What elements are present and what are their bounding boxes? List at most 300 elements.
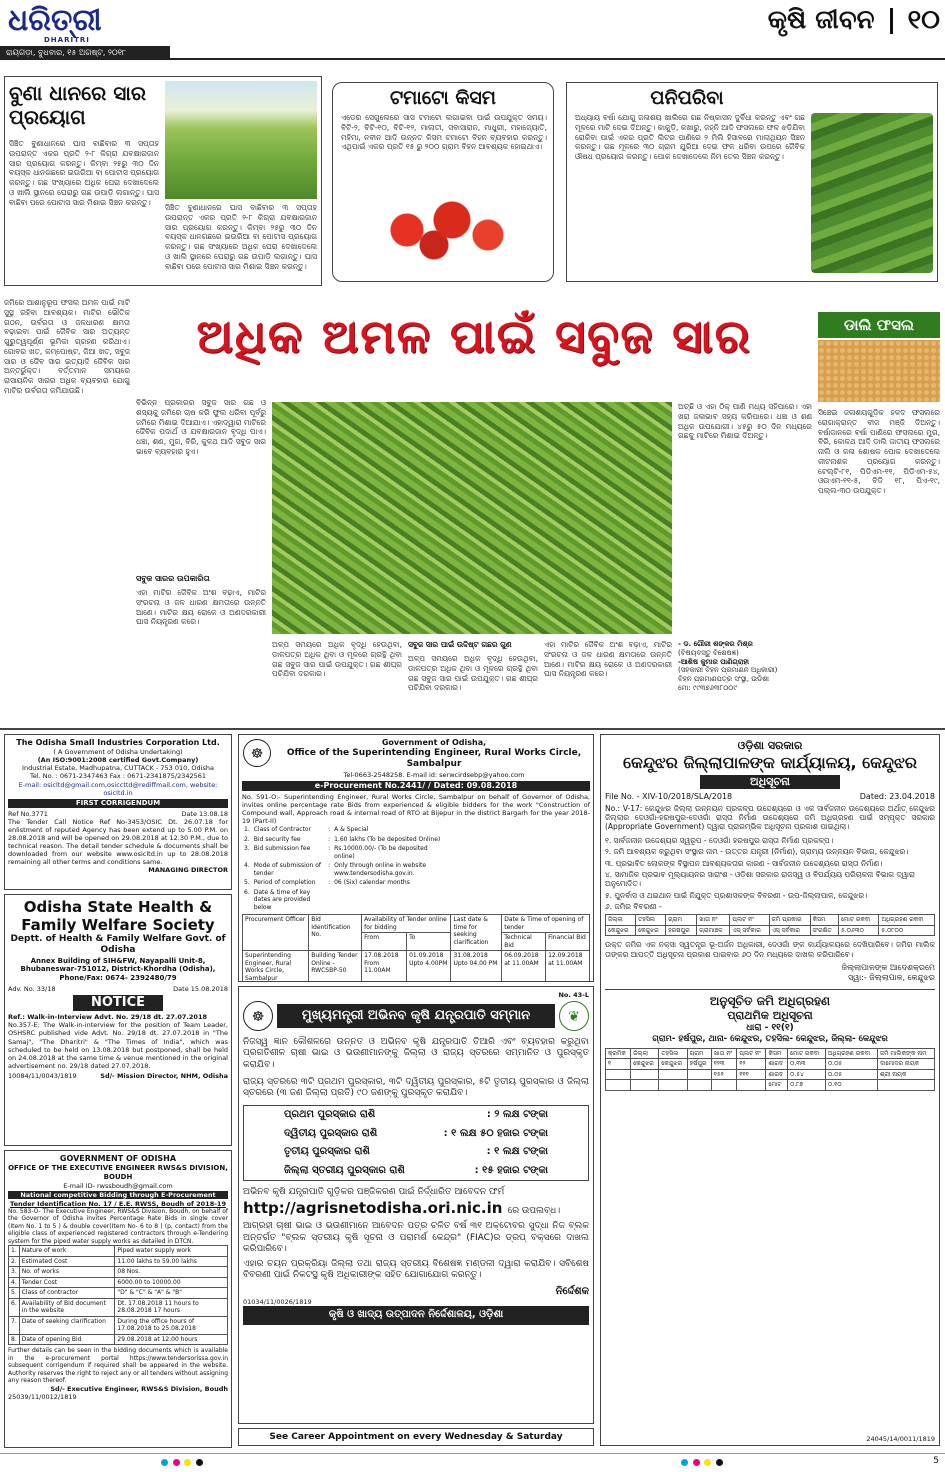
page-number: ୧୦ [907, 5, 940, 35]
folio-number: 5 [933, 1456, 939, 1466]
table-cell: : [328, 835, 331, 843]
ad-subtitle: ( A Government of Odisha Undertaking) [53, 748, 183, 756]
table-cell: ୧୫୨ [711, 1069, 737, 1080]
ad-subsection [605, 989, 935, 1091]
table-cell [737, 1080, 766, 1091]
table-cell: 1.60 lakhs (To be deposited Online) [334, 835, 441, 843]
table-cell: 1. [244, 826, 250, 834]
th-from: From [362, 933, 407, 951]
table-cell: Date of seeking clarification [19, 1316, 115, 1334]
table-cell: ୫.୦୬୩୦ [838, 925, 878, 936]
table-cell: Tender Cost [19, 1277, 115, 1288]
table-header-cell: ଜିଲ୍ଲା [606, 915, 636, 926]
table-header-cell: କିସମ [810, 915, 838, 926]
ad-body: No.: V-17: କେନ୍ଦୁଝର ଜିଲ୍ଲା ଉନ୍ନୟନ ପ୍ରକଳ୍ପ ଉଦ୍ଦେଶ୍ୟରେ ଓ ଏକ ସାର୍ବଜନୀନ ଉଦ୍ଦେଶ୍ୟରେ ଅର୍ଥାତ୍ କେନ୍ଦୁଝର ଜିଲ୍ଲାର ଦେଓଗାଁ-ହରଷପୁର-ଦେଓଗାଁ ରାସ୍ତା ନିର୍ମାଣ ଉଦ୍ଦେଶ୍ୟରେ ଜମି ଅଧିଗ୍ରହଣ ପାଇଁ ସମ୍ପୃକ୍ତ ସରକାର (Appropriate Government) ଦ୍ୱାରା ପ୍ରାରମ୍ଭିକ ଅଧିସୂଚନା ପ୍ରକାଶ ପାଇଥିଲା। [605, 803, 935, 832]
td-bid-id: Building Tender Online - RWCSBP-50 [309, 951, 362, 982]
ad-cm-award [238, 986, 594, 1424]
table-cell: 4. [244, 862, 250, 870]
table-header-cell: ଜମି ପ୍ରକାର [769, 915, 810, 926]
list-item: ୪. ସାମାଜିକ ପ୍ରଭାବ ମୂଲ୍ୟାୟନର ସାରାଂଶ - ଓଡ଼ିଶା ସରକାର ରାଜସ୍ୱ ଓ ବିପର୍ଯ୍ୟୟ ପରିଚାଳନା ବିଭାଗ ଦ୍ୱାରା ଅନୁମୋଦିତ। [605, 869, 915, 889]
prize-row [244, 1125, 588, 1144]
ad-title: Odisha State Health & Family Welfare Society [21, 898, 215, 934]
dateline: ରାୟଗଡ଼ା, ବୁଧବାର, ୧୫ ଅଗଷ୍ଟ, ୨୦୧୮ [0, 46, 170, 60]
table-header-cell: ଗ୍ରାମ [687, 1048, 711, 1059]
table-cell [606, 1080, 631, 1091]
table-cell: ଗ୍ରାମାଞ୍ଚଳ [697, 925, 730, 936]
list-item: ୨. ଜମି ଆବଶ୍ୟକ କରୁଥିବା ସଂସ୍ଥାର ନାମ - ଉତ୍ତର ଯନ୍ତ୍ରୀ (ନିର୍ମାଣ), ଗ୍ରାମ୍ୟ ଉନ୍ନୟନ ବିଭାଗ, କେନ୍ଦୁଝର। [605, 847, 909, 857]
ad-ref: Ref.: Walk-in-Interview Advt. No. 29/18 dt. 27.07.2018 [8, 1013, 207, 1022]
table-cell: Nature of work [19, 1246, 115, 1257]
table-cell: 6. [9, 1298, 20, 1316]
ad-date: Date 15.08.2018 [173, 984, 228, 993]
th-availability: Availability of Tender online for bidding [362, 915, 451, 933]
table-cell [659, 1069, 687, 1080]
career-banner: See Career Appointment on every Wednesday & Saturday [238, 1428, 594, 1446]
table-row [606, 925, 935, 936]
table-row [606, 1059, 935, 1070]
table-row [9, 1277, 228, 1288]
table-cell [711, 1080, 737, 1091]
newspaper-logo: ଧରିତ୍ରୀ [8, 3, 102, 38]
ad-body: No.357-E: The Walk-in-interview for the position of Team Leader, OSHSRC published vide Advt. No. 29/18 dt. 27.07.2018 in "The Samaj", "The Dharitri" & "The Times of India", which was scheduled to be held on 13.08.2018 but postponed, shall be held on 24.08.2018 at the same time & venue mentioned in the original advertisement no. 29/18 dated 27.07.2018. [8, 1021, 228, 1070]
byline-org: ବିହନ ପ୍ରମାଣପତ୍ର ସଂସ୍ଥା, ଉଡିଶା [678, 675, 770, 683]
table-cell [687, 1080, 711, 1091]
ad-file-row [605, 792, 935, 802]
ad-email: E-mail ID- rwssboudh@gmail.com [63, 1181, 173, 1190]
cmyk-marks [160, 1459, 204, 1469]
emblem-icon: ☸ [243, 739, 271, 767]
th-to: To [407, 933, 451, 951]
table-cell: Only through online in website www.tendersodisha.gov.in. [334, 862, 427, 877]
ad-para-2: ରାଜ୍ୟ ସ୍ତରରେ ୩ଟି ପ୍ରଥମ ପୁରସ୍କାର, ୩ଟି ଦ୍ୱିତୀୟ ପୁରସ୍କାର, ୫ଟି ତୃତୀୟ ପୁରସ୍କାର ଓ ଜିଲ୍ଲା ସ୍ତରରେ (୩ ଜଣ ଜିଲ୍ଲା ପ୍ରତି) ୯୦ ଜଣଙ୍କୁ ପୁରସ୍କୃତ କରାଯିବ। [243, 1076, 589, 1099]
table-cell [631, 1069, 659, 1080]
prize-row [244, 1143, 588, 1162]
ad-title: The Odisha Small Industries Corporation Ltd. [16, 738, 220, 747]
table-cell: କେନ୍ଦୁଝର [606, 925, 636, 936]
table-cell: ୧୧୧ [737, 1069, 766, 1080]
table-cell: : [328, 862, 331, 870]
table-header-cell: ପ୍ଲଟ ନଂ [730, 915, 769, 926]
table-cell: କେନ୍ଦୁଝର [631, 1059, 659, 1070]
article-rice [4, 76, 322, 286]
lentil-photo [818, 340, 940, 402]
table-cell: ଏସ୍ ସର୍ବକାର [730, 925, 769, 936]
section-title [730, 4, 940, 44]
table-row [9, 1298, 228, 1316]
ad-body-2: ଉକ୍ତ ଜମିର ଏକ ନକ୍ସା ସ୍ୱତନ୍ତ୍ର ଭୂ-ଅର୍ଜନ ଅଧିକାରୀ, ଦେଓଗାଁ ଙ୍କ କାର୍ଯ୍ୟାଳୟରେ ଦେଖିପାରିବେ। ଜମିର ମାଲିକ ତାଙ୍କର ଆପତ୍ତି ଅଧିସୂଚନା ପ୍ରକାଶ ପାଇବାର ୬୦ ଦିନ ମଧ୍ୟରେ ଦାଖଲ କରିପାରିବେ। [605, 940, 935, 959]
table-cell: ହର୍ଷପୁର [687, 1059, 711, 1070]
ad-health-society [4, 894, 232, 1146]
section-divider [0, 728, 945, 730]
prize-row [244, 1106, 588, 1125]
byline-role-2: (ସହକାରୀ ବିହନ ପ୍ରମାଣନ ଅଧିକାରୀ) [678, 666, 778, 675]
table-cell: କେନ୍ଦୁଝର [636, 925, 666, 936]
ad-code: 25039/11/0012/1819 [8, 1393, 77, 1401]
ad-signature: Sd/- Executive Engineer, RWS&S Division, Boudh [50, 1384, 228, 1393]
table-cell: ଦାମୋଦର ନାୟକ [877, 1059, 934, 1070]
list-item: ୫. ପୁନର୍ବାସ ଓ ଥଇଥାନ ପାଇଁ ନିଯୁକ୍ତ ପ୍ରଶାସକଙ୍କ ବିବରଣୀ - ଉପ-ଜିଲ୍ଲାପାଳ, କେନ୍ଦୁଝର। [605, 890, 868, 900]
table-row [242, 888, 451, 913]
article-col3: ଅଳ୍ପ ସମୟରେ ଅଧିକ ବୃଦ୍ଧି ହେଉଥିବା, ଡାଳପତ୍ର ଅଧିକ ଥିବା ଓ ମୂଳରେ ଗ୍ରନ୍ଥି ଥିବା ଗଛ ସବୁଜ ସାର ପାଇଁ ଉପଯୁକ୍ତ। ଗଛ ଶୀଘ୍ର ପଚିଯିବା ଦରକାର। [272, 640, 402, 679]
table-cell: Estimated Cost [19, 1256, 115, 1267]
ad-notice-badge: NOTICE [73, 995, 163, 1011]
ad-code: 24045/14/0011/1819 [866, 1434, 935, 1443]
agrisnet-link[interactable]: http://agrisnetodisha.ori.nic.in [243, 1198, 503, 1217]
table-cell: ୦.୦୫ [825, 1069, 877, 1080]
table-cell: 8. [9, 1334, 20, 1345]
table-row [242, 878, 451, 888]
table-cell: 1. [9, 1246, 20, 1257]
article-intro: ଜମିରେ ଆଶାନୁରୂପ ଫସଲ ଅମଳ ପାଇଁ ମାଟି ସୁସ୍ଥ ରହିବା ଆବଶ୍ୟକ। ମାଟିର ଭୌତିକ ଗଠନ, ଉର୍ବରତା ଓ ଜଳଧାରଣ କ୍ଷମତା ବଢ଼ାଇବା ପାଇଁ ଜୈବିକ ସାର ଅତ୍ୟନ୍ତ ଗୁରୁତ୍ୱପୂର୍ଣ୍ଣ ଭୂମିକା ଗ୍ରହଣ କରିଥାଏ। ଗୋବର ଖତ, କମ୍ପୋଷ୍ଟ, ଜିଆ ଖତ, ସବୁଜ ସାର ଓ ଜୈବ ସାର ଇତ୍ୟାଦି ଜୈବିକ ସାର ଅନ୍ତର୍ଭୁକ୍ତ। ବର୍ତ୍ତମାନ ସମୟରେ ରାସାୟନିକ ସାରର ଅଧିକ ବ୍ୟବହାର ଯୋଗୁ ମାଟିର ଉର୍ବରତା କମିଯାଉଛି। [4, 298, 130, 395]
table-row [606, 1080, 935, 1091]
table-header-cell: ଖାତା ନଂ [711, 1048, 737, 1059]
table-cell: Date of opening Bid [19, 1334, 115, 1345]
article-body: ଅଧ୍ୟାୟ ବର୍ଷା ଯୋଗୁ ଜଳାଶୟ ଖାଲିରେ ଗଛ ନିଷ୍କାସନ ଦୁର୍ବିଧା କରନ୍ତୁ ଏବଂ ଗଛ ମୂଳରେ ମାଟି ଦେଇ ଦିଅନ୍ତୁ। କାକୁଡ଼ି, କଖାରୁ, ଜହ୍ନି ଆଦି ଫସଲରେ ଫଳ ଝଡ଼ିଯିବା ରୋକିବା ପାଇଁ ଏକର ପ୍ରତି ଲିଟର ପାଣିରେ ୨ ମିଲି ହିସାବରେ ମାଲାଥିୟନ ସିଞ୍ଚନ କରନ୍ତୁ। ଗଛ ମୂଳରେ ୩୦ ଗ୍ରାମ ଯୁରିଆ ଦେଇ ଫଳ ଧରିବା ଉପରେ ଜୈବିକ ଔଷଧ ପ୍ରୟୋଗ କରନ୍ତୁ। ପୋକ ଦେଖାଦେଲେ ନିମ ତେଲ ସିଞ୍ଚନ କରନ୍ତୁ। [575, 113, 805, 161]
ad-code: 01034/11/0026/1819 [243, 1298, 312, 1307]
ad-number: No. 43-L [558, 991, 589, 999]
tomato-photo [353, 175, 533, 275]
prize-label: ଜିଲ୍ଲା ସ୍ତରୀୟ ପୁରସ୍କାର ରାଶି [284, 1164, 405, 1176]
table-header-cell: ଅଧିଗ୍ରହଣ ରକବା [825, 1048, 877, 1059]
table-cell: Bid submission fee [253, 845, 311, 853]
article-col4: ଅଚ୍ଛି ଓ ଏହା ଠିକ୍ ପାଣି ମଧ୍ୟ ସହିପାରେ। ଏହା ଖରା ଜଳାଭାବ ସହ୍ୟ କରିପାରେ। ଧଞ୍ଚା ଓ ଶଣ ଅଧିକ ଉପଯୋଗୀ। ୪୫ରୁ ୫୦ ଦିନ ମଧ୍ୟରେ ଗଛକୁ ମାଟିରେ ମିଶାଇ ଦିଅନ୍ତୁ। [678, 402, 812, 441]
table-cell: Dt. 17.08.2018 11 hours to 28.08.2018 17 hours [115, 1298, 228, 1316]
table-cell: 3. [244, 845, 250, 853]
table-row [9, 1316, 228, 1334]
ad-para-1: ନିଜସ୍ୱ ଜ୍ଞାନ କୌଶଳରେ ଉନ୍ନତ ଓ ଅଭିନବ କୃଷି ଯନ୍ତ୍ରପାତି ତିଆରି ଏବଂ ବ୍ୟବହାର କରୁଥିବା ପ୍ରଗତିଶୀଳ ଚାଷୀ ଭାଇ ଓ ଭଉଣୀମାନଙ୍କୁ ଜିଲ୍ଲା ଓ ରାଜ୍ୟ ସ୍ତରରେ ସମ୍ମାନିତ ଓ ପୁରସ୍କୃତ କରାଯିବ। [243, 1037, 589, 1070]
magenta-mark [173, 1459, 180, 1466]
table-row [242, 861, 451, 878]
article-body: ଏଡେ଼ର ସେଗୁଲେରେ ସାସ ଟମାଟୋ ଲଗାଇବା ପାଇଁ ଉପଯୁକ୍ତ ସମୟ। ବିଟି-୨, ବିଟି-୧୦, ବିଟି-୧୨, ମାଲାତୀ, ସବାସାରାନ, ମାଧୁରୀ, ମହାଜ୍ୟୋତି, ମହିମା, ନବୀନ ଆଦି ଉନ୍ନତ କିସମ ଟମାଟୋ ବିହନ ବ୍ୟବହାର କରନ୍ତୁ। ଏଥିପାଇଁ ଏକର ପ୍ରତି ୧୫ ରୁ ୨୦୦ ଗ୍ରାମ ବିହନ ଆବଶ୍ୟକ ହୋଇଥାଏ। [341, 113, 547, 152]
ad-banner: e-Procurement No.2441/ / Dated: 09.08.2018 [242, 781, 590, 791]
ad-signature-2: ସ୍ୱା:- ଜିଲ୍ଲାପାଳ, କେନ୍ଦୁଝର [848, 973, 935, 983]
table-cell: 2. [244, 835, 250, 843]
ad-tender-id: Tender Identification No. 17 / E.E. RWSS, Boudh of 2018-19 [10, 1199, 226, 1208]
table-cell: Class of Contractor [253, 826, 312, 834]
table-cell: 5. [244, 879, 250, 887]
ad-keonjhar-collectorate [600, 734, 940, 1446]
article-pulses [818, 312, 940, 722]
table-cell: 29.08.2018 at 12.00 hours [115, 1334, 228, 1345]
magenta-mark [693, 1459, 700, 1466]
ad-village-line: ଗ୍ରାମ- ହର୍ଷପୁର, ଥାନା- କେନ୍ଦୁଝର, ତହସିଲ- କେନ୍ଦୁଝର, ଜିଲ୍ଲା- କେନ୍ଦୁଝର [652, 1034, 888, 1045]
table-cell [877, 1080, 934, 1091]
table-cell [631, 1080, 659, 1091]
table-header-cell: କିସମ [766, 1048, 787, 1059]
table-cell: : [328, 879, 331, 887]
article-green-manure [4, 298, 812, 722]
td-from: 17.08.2018 From 11.00AM [362, 951, 407, 982]
table-cell: 5. [9, 1288, 20, 1299]
table-cell: 7. [9, 1316, 20, 1334]
ad-body: No. 591-O:- Superintending Engineer, Rural Works Circle, Sambalpur on behalf of Governor of Odisha, invites online percentage rate Bids from experienced & eligible bidders for the work "Construction of Compound wall, Approach road & internal road of RTO at Bijepur in the district Bargarh for the year 2018-19 (Part-II) [242, 792, 590, 825]
ad-title: ମୁଖ୍ୟମନ୍ତ୍ରୀ ଅଭିନବ କୃଷି ଯନ୍ତ୍ରପାତି ସମ୍ମାନ [277, 1004, 555, 1028]
ad-items-list [605, 836, 935, 912]
acquisition-table [605, 1048, 935, 1091]
table-cell: ୧୨ [737, 1059, 766, 1070]
table-cell: 2. [9, 1256, 20, 1267]
table-cell: : [328, 826, 331, 834]
rice-field-photo [165, 81, 317, 199]
table-cell: "D" & "C" & "A" & "B" [115, 1288, 228, 1299]
ad-adv-no: Adv. No. 33/18 [8, 984, 56, 993]
ad-date: Dated: 23.04.2018 [859, 791, 935, 801]
ad-sub-title-2: ପ୍ରାଥମିକ ଅଧିସୂଚନା [727, 1009, 813, 1023]
prize-row [244, 1162, 588, 1181]
table-row [9, 1334, 228, 1345]
ad-dept-banner: କୃଷି ଓ ଖାଦ୍ୟ ଉତ୍ପାଦନ ନିର୍ଦ୍ଦେଶାଳୟ, ଓଡ଼ିଶା [243, 1306, 589, 1325]
prize-value: : ୧ ଲକ୍ଷ ୫୦ ହଜାର ଟଙ୍କା [443, 1127, 548, 1139]
ad-address: Industrial Estate, Madhupatna, CUTTACK - 753 010, Odisha [22, 764, 214, 773]
table-cell: ୦.୫୪ [787, 1069, 825, 1080]
byline-role-1: (ବିଷୟବସ୍ତୁ ବିଶେଷଜ୍ଞ) [678, 648, 739, 657]
table-row [9, 1246, 228, 1257]
ad-rural-works [238, 734, 594, 982]
prize-label: ପ୍ରଥମ ପୁରସ୍କାର ରାଶି [284, 1109, 376, 1121]
ad-osic [4, 734, 232, 890]
article-body: ସିଞ୍ଚିତ ବୁଣାଧାନରେ ଘାସ ବାଛିବାର ୩ ସପ୍ତାହ ଉପରାନ୍ତ ଏକର ପ୍ରତି ୨-୮ କିଗ୍ରା ଯବକ୍ଷାରଜାନ ସାର ପ୍ରୟୋଗ କରନ୍ତୁ। କିମ୍ବା ୨୫ରୁ ୩୦ ଦିନ ବୟସ୍କ ଧାନଗଛରେ ଇଉରିଆ ବା ପୋଟାସ ପ୍ରୟୋଗ କରନ୍ତୁ। ଗଛ ସଂଖ୍ୟାରେ ଅଧିକ ଘେରା ଦେଖାଦେଲେ ଓ ଖାଲି ସ୍ଥାନରେ ଘେରାରୁ ଗଛ ଉପାଡ଼ି ଲଗାନ୍ତୁ। ଘାସ ବାଛିବା ପରେ ପୋଟାସ ସାର ମିଶାଇ ସିଞ୍ଚନ କରନ୍ତୁ। [9, 139, 159, 207]
table-cell: : [328, 845, 331, 853]
ad-para-5: ଏହାର ଚୟନ ପ୍ରକ୍ରିୟା ଜିଲ୍ଲା ତଥା ରାଜ୍ୟ ସ୍ତରୀୟ ବିଶେଷଜ୍ଞ ମଣ୍ଡଳୀ ଦ୍ୱାରା କରାଯିବ। ସବିଶେଷ ବିବରଣୀ ପାଇଁ ନିକଟସ୍ଥ କୃଷି ଅଧିକାରୀଙ୍କ ସହିତ ଯୋଗାଯୋଗ କରନ୍ତୁ। [243, 1259, 589, 1281]
table-row [242, 835, 451, 845]
article-tomato [332, 82, 554, 282]
ad-ref-row [8, 810, 228, 818]
prize-value: : ୧ ଲକ୍ଷ ଟଙ୍କା [486, 1146, 548, 1158]
ad-signature: ଜିଲ୍ଲାପାଳଙ୍କ ଆଦେଶକ୍ରମେ [841, 963, 935, 973]
prize-label: ତୃତୀୟ ପୁରସ୍କାର ରାଶି [284, 1146, 370, 1158]
article-bylines [678, 640, 812, 720]
table-row [9, 1256, 228, 1267]
table-cell: Piped water supply work [115, 1246, 228, 1257]
td-technical: 06.09.2018 at 11.00AM [502, 951, 546, 982]
ad-rwss-boudh [4, 1150, 232, 1448]
th-financial: Financial Bid [546, 933, 590, 951]
ad-sub-title: ଅନୁସୂଚିତ ଜମି ଅଧିଗ୍ରହଣ [709, 994, 831, 1009]
table-cell: ୦.୧୦ [825, 1080, 877, 1091]
ad-body: The Tender Call Notice Ref No-3453/OSIC Dt. 26.07.18 for enlistment of reputed Agency has been extend up to 5.00 P.M. on 28.08.2018 and will be opened on 29.08.2018 at 12.30 P.M., due to technical reason. The detail tender schedule & documents shall be downloaded from our website www.osicltd.in up to 28.08.2018 remaining all other terms and conditions same. [8, 817, 228, 867]
list-item: ୧. ସାର୍ବଜନୀନ ଉଦ୍ଦେଶ୍ୟର ସ୍ୱରୂପ - ଦେଓଗାଁ ହରଷପୁର ରାସ୍ତା ନିର୍ମାଣ ପ୍ରକଳ୍ପ। [605, 835, 834, 845]
table-cell: 6000.00 to 10000.00 [115, 1277, 228, 1288]
td-financial: 12.09.2018 at 11.00AM [546, 951, 590, 982]
ad-para-4: ଆଗ୍ରହୀ ଚାଷୀ ଭାଇ ଓ ଭଉଣୀମାନେ ଆବେଦନ ପତ୍ର ଚଳିତ ବର୍ଷ ୩୧ ଅକ୍ଟୋବର ସୁଦ୍ଧା ନିଜ ବ୍ଲକ ଅନ୍ତର୍ଗତ "ବ୍ଲକ ସ୍ତରୀୟ କୃଷି ସୂଚନା ଓ ପରାମର୍ଶ କେନ୍ଦ୍ର" (FIAC)ର ଡ୍ରପ୍ ବକ୍ସରେ ଦାଖଲ କରିପାରିବେ। [243, 1221, 589, 1254]
list-item: ୬. ଜମିର ବିବରଣୀ - [605, 902, 662, 912]
table-cell: No. of works [19, 1267, 115, 1278]
green-manure-crop-photo [272, 402, 672, 634]
ad-signatory: ନିର୍ଦ୍ଦେଶକ [555, 1285, 589, 1297]
table-cell: ୧ [606, 1059, 631, 1070]
article-vegetables [566, 82, 938, 282]
table-header-cell: ତହସିଲ [636, 915, 666, 926]
table-row [606, 1069, 935, 1080]
ad-file-no: File No. - XIV-10/2018/SLA/2018 [605, 791, 733, 801]
table-cell: Mode of submission of tender [253, 862, 322, 877]
ad-banner: National competitive Bidding through E-Procurement [8, 1191, 228, 1199]
article-col3b: ଅଳ୍ପ ସମୟରେ ଅଧିକ ବୃଦ୍ଧି ହେଉଥିବା, ଡାଳପତ୍ର ଅଧିକ ଥିବା ଓ ମୂଳରେ ଗ୍ରନ୍ଥି ଥିବା ଗଛ ସବୁଜ ସାର ପାଇଁ ଉପଯୁକ୍ତ। ଗଛ ଶୀଘ୍ର ପଚିଯିବା ଦରକାର। [408, 654, 538, 693]
article-col3c: ଏହା ମାଟିର ଜୈବିକ ଅଂଶ ବଢ଼ାଏ, ମାଟିର ସଂରଚନା ଓ ଜଳ ଧାରଣ କ୍ଷମତାରେ ଉନ୍ନତି ଆଣେ। ମାଟିର କ୍ଷୟ ରୋକେ ଓ ଅଣଦରକାରୀ ଘାସ ନିୟନ୍ତ୍ରଣ କରେ। [544, 640, 672, 679]
ad-ref-row [8, 985, 228, 993]
table-cell: ହରଷପୁର [666, 925, 697, 936]
cyan-mark [681, 1459, 688, 1466]
table-cell [332, 888, 451, 913]
table-header-cell: ଅଧିଗ୍ରହଣ ରକବା [879, 915, 935, 926]
table-cell: ଏସ୍ ସର୍ବକାର [769, 925, 810, 936]
table-header-cell: ଜିଲ୍ଲା [631, 1048, 659, 1059]
ad-key-dates-table [242, 914, 590, 982]
divider [890, 8, 893, 34]
land-details-table [605, 914, 935, 936]
emblem-icon: ☸ [243, 1001, 273, 1031]
byline-author-2: -ଆଶିଷ କୁମାର ପାଣିଗ୍ରାହୀ [678, 657, 749, 666]
table-header-cell: ଜମି ମାଲିକଙ୍କ ନାମ [877, 1048, 934, 1059]
th-bid-id: Bid Identification No. [309, 915, 362, 951]
list-item: ୩. ପ୍ରଭାବିତ ଲୋକଙ୍କ ବିସ୍ଥାପନ ଆବଶ୍ୟକତାର କାରଣ - ସାର୍ବଜନୀନ ଉଦ୍ଦେଶ୍ୟରେ ରାସ୍ତା ନିର୍ମାଣ। [605, 858, 883, 868]
ad-tel: Tel-0663-2548258. E-mail id: serwcirdsebp@yahoo.com [343, 770, 525, 779]
ad-office: OFFICE OF THE EXECUTIVE ENGINEER RWS&S DIVISION, BOUDH [8, 1164, 228, 1181]
table-cell: 3. [9, 1267, 20, 1278]
article-headline: ବୁଣା ଧାନରେ ସାର ପ୍ରୟୋଗ [9, 81, 147, 129]
article-subhead-2: ସବୁଜ ସାର ପାଇଁ ଉଦ୍ଦିଷ୍ଟ ଗଛର ଗୁଣ [408, 640, 512, 649]
table-cell: Class of contractor [19, 1288, 115, 1299]
table-cell: ୦.୮୭ [787, 1080, 825, 1091]
table-row [9, 1288, 228, 1299]
ad-footer-row [8, 1072, 228, 1080]
table-cell: Availability of Bid document in the website [19, 1298, 115, 1316]
article-col2b: ଏହା ମାଟିର ଜୈବିକ ଅଂଶ ବଢ଼ାଏ, ମାଟିର ସଂରଚନା ଓ ଜଳ ଧାରଣ କ୍ଷମତାରେ ଉନ୍ନତି ଆଣେ। ମାଟିର କ୍ଷୟ ରୋକେ ଓ ଅଣଦରକାରୀ ଘାସ ନିୟନ୍ତ୍ରଣ କରେ। [136, 588, 266, 627]
ad-section: ଧାରା - ୧୧(୧) [746, 1022, 794, 1033]
article-subhead: ସବୁଜ ସାରର ଉପକାରିତା [136, 574, 210, 583]
byline-author-1: - ଡ. ଗୌରୀ ଶଙ୍କର ମିଶ୍ର [678, 640, 753, 648]
ad-signature: Sd/- Mission Director, NHM, Odisha [100, 1072, 228, 1080]
table-cell [687, 1069, 711, 1080]
table-cell: Rs.10000.00/- (To be deposited online) [334, 845, 428, 860]
ad-office: Office of the Superintending Engineer, Rural Works Circle, Sambalpur [286, 748, 582, 770]
main-headline: ଅଧିକ ଅମଳ ପାଇଁ ସବୁଜ ସାର [196, 309, 752, 363]
table-cell: Date & time of key dates are provided below [253, 888, 311, 911]
table-cell: Period of completion [253, 879, 316, 887]
section-name: କୃଷି ଜୀବନ [767, 5, 875, 35]
prize-label: ଦ୍ୱିତୀୟ ପୁରସ୍କାର ରାଶି [284, 1127, 378, 1139]
ad-subtitle: (An ISO:9001:2008 certified Govt.Company) [37, 756, 199, 765]
table-row [9, 1267, 228, 1278]
black-mark [196, 1459, 203, 1466]
ad-banner: FIRST CORRIGENDUM [8, 799, 228, 808]
table-cell [659, 1080, 687, 1091]
ad-tel: Tel. No. : 0671-2347463 Fax : 0671-2341875/2342561 [29, 772, 207, 781]
article-body-cont: ସିଞ୍ଚିତ ବୁଣାଧାନରେ ଘାସ ବାଛିବାର ୩ ସପ୍ତାହ ଉପରାନ୍ତ ଏକର ପ୍ରତି ୨-୮ କିଗ୍ରା ଯବକ୍ଷାରଜାନ ସାର ପ୍ରୟୋଗ କରନ୍ତୁ। କିମ୍ବା ୨୫ରୁ ୩୦ ଦିନ ବୟସ୍କ ଧାନଗଛରେ ଇଉରିଆ ବା ପୋଟାସ ପ୍ରୟୋଗ କରନ୍ତୁ। ଗଛ ସଂଖ୍ୟାରେ ଅଧିକ ଘେରା ଦେଖାଦେଲେ ଓ ଖାଲି ସ୍ଥାନରେ ଘେରାରୁ ଗଛ ଉପାଡ଼ି ଲଗାନ୍ତୁ। ଘାସ ବାଛିବା ପରେ ପୋଟାସ ସାର ମିଶାଇ ସିଞ୍ଚନ କରନ୍ତୁ। [165, 203, 317, 271]
table-header-cell: ପ୍ଲଟ ନଂ [737, 1048, 766, 1059]
table-cell: କେନ୍ଦୁଝର [659, 1059, 687, 1070]
ad-email: E-mail: osicltd@gmail.com,osiccttd@rediffmail.com, website: osicltd.in [18, 780, 218, 797]
article-headline: ଡାଲି ଫସଲ [818, 312, 940, 338]
table-cell: ୦.୦୫ [825, 1059, 877, 1070]
table-header-row [606, 1048, 935, 1059]
table-cell: 6. [244, 888, 250, 896]
masthead [0, 0, 945, 60]
table-cell: 08 Nos. [115, 1267, 228, 1278]
table-header-cell: ମୋଟ ରକବା [787, 1048, 825, 1059]
ad-date: Date 13.08.18 [181, 809, 228, 818]
table-header-cell: ଖାତା ନଂ [697, 915, 730, 926]
logo-subtitle: DHARITRI [44, 36, 90, 44]
yellow-mark [704, 1459, 711, 1466]
th-opening: Date & Time of opening of tender [502, 915, 590, 933]
table-cell: ମୋଟ [766, 1080, 787, 1091]
ad-code: 10084/11/0043/1819 [8, 1072, 77, 1080]
ad-dept: Deptt. of Health & Family Welfare Govt. of Odisha [10, 934, 226, 956]
ad-body: No. 583-O- The Executive Engineer, RWS&S Division, Boudh, on behalf of the Governor of Odisha invites Percentage Rate Bids in single cover (Item No. 1 to 5 ) & double cover(Item No- 6 to 8 ) (p, contact) from the eligible class of experienced registered contractors through e-Tendering system for the piped water supply works as detailed in DTCN. [8, 1207, 228, 1245]
cmyk-marks [680, 1459, 724, 1469]
table-cell: 06 (Six) calendar months [334, 879, 410, 887]
table-header-cell: ତହସିଲ [659, 1048, 687, 1059]
table-cell: ସଂରକ୍ଷିତ [810, 925, 838, 936]
th-officer: Procurement Officer [243, 915, 309, 951]
cucumber-photo [811, 113, 933, 273]
prize-value: : ୧୫ ହଜାର ଟଙ୍କା [474, 1164, 548, 1176]
article-body: ସିଞ୍ଚେଇ ଜଳାଶୟଗୁଡ଼ିକ ହଳଦ ଫସଲରେ ରୋଗାକ୍ରାନ୍ତ ବୀଜ ମଞ୍ଜି ଦିଅନ୍ତୁ। ବର୍ଷାଜାନରେ ବର୍ଷା ପାଣିରେ ଫସଲରେ ମୁଗ, ବିରି, କୋଳଥ ଆଦି ଡାଲି ଜାତୀୟ ଫସଲରେ ନାଲି ଓ କଳା ଶୋଷକ ପୋକ ଦେଖାଦେଲେ କୀଟନାଶକ ପ୍ରୟୋଗ କରନ୍ତୁ। ଟେଲ୍ଟି-୮୧, ପିଡିଏମ-୧୧, ପିଡିଏମ-୫୪, ଓଉଏମ-୧୧-୫, ବିଡି ୧୮, ପିଏ-୧୯, ପଲ୍ଲ-୩୦ ଉପଯୁକ୍ତ। [818, 408, 940, 495]
ad-address: Annex Building of SIH&FW, Nayapalli Unit-8, Bhubaneswar-751012, District-Khordha (Odisha), Phone/Fax: 0674- 2392480/79 [20, 956, 216, 982]
ad-signature: MANAGING DIRECTOR [148, 866, 228, 875]
table-cell: 11.00 lakhs to 59.00 lakhs [115, 1256, 228, 1267]
yellow-mark [184, 1459, 191, 1466]
table-cell: ୫.୦୮୦୦ [879, 925, 935, 936]
byline-phone: ମୋ: ୯୯୩୭୬୩୮୦୦୯ [678, 683, 737, 692]
table-cell: ୧୨୩ [711, 1059, 737, 1070]
prize-value: : ୨ ଲକ୍ଷ ଟଙ୍କା [486, 1109, 548, 1121]
ad-link-suffix: ରେ ଉପଲବ୍ଧ। [507, 1205, 561, 1216]
table-header-cell: କ୍ରମିକ [606, 1048, 631, 1059]
td-clarification: 31.08.2018 Upto 04.00 PM [451, 951, 502, 982]
cyan-mark [161, 1459, 168, 1466]
article-col2: ବିଭିନ୍ନ ପ୍ରକାରର ସବୁଜ ସାର ଗଛ ଓ ଶସ୍ୟକୁ ଜମିରେ ଚାଷ କରି ଫୁଲ ଧରିବା ପୂର୍ବରୁ ଜମିରେ ମିଶାଇ ଦିଆଯାଏ। ଏହାଦ୍ୱାରା ମାଟିରେ ଜୈବିକ ପଦାର୍ଥ ଓ ଯବକ୍ଷାରଜାନ ବୃଦ୍ଧି ପାଏ। ଧଞ୍ଚା, ଶଣ, ମୁଗ, ବିରି, କୁଳଥ ଆଦି ସବୁଜ ସାର ଭାବେ ବ୍ୟବହାର ହୁଏ। [136, 398, 266, 456]
th-clarification: Last date & time for seeking clarification [451, 915, 502, 951]
ad-para-3: ଅଭିନବ କୃଷି ଯନ୍ତ୍ରପାତି ଗୁଡ଼ିକର ପଞ୍ଜିକରଣ ପାଇଁ ନିର୍ଦ୍ଧାରିତ ଆବେଦନ ଫର୍ମ [243, 1187, 505, 1198]
table-header-cell: ଗ୍ରାମ [666, 915, 697, 926]
agriculture-logo-icon: ❦ [559, 1001, 589, 1031]
black-mark [716, 1459, 723, 1466]
article-headline: ପନିପରିବା [650, 87, 724, 109]
ad-tender-table [8, 1245, 228, 1345]
table-cell: A & Special [334, 826, 369, 834]
ad-govt: ଓଡ଼ିଶା ସରକାର [737, 739, 803, 752]
table-cell: ୦.୩୩ [787, 1059, 825, 1070]
print-registration-strip [0, 1453, 945, 1472]
ad-footer: Further details can be seen in the bidding documents which is available in the e-procurement portal https://www.tendersorissa.gov.in subsequent corrigendum if required shall be appeared in the website. Authority reserves the right to reject any or all tenders without assigning any reason thereof. [8, 1347, 228, 1385]
table-cell: ଶାରଦ [766, 1059, 787, 1070]
table-cell: Bid security fee [253, 835, 301, 843]
table-cell [606, 1069, 631, 1080]
ad-ref: Ref No.3771 [8, 809, 48, 818]
table-cell: 4. [9, 1277, 20, 1288]
table-header-cell: ମୋଟ ରକବା [838, 915, 878, 926]
prize-table [243, 1105, 589, 1181]
table-header-row [606, 915, 935, 926]
ad-title: GOVERNMENT OF ODISHA [59, 1154, 177, 1163]
ad-title-row [243, 1001, 589, 1031]
table-cell: ଶ୍ରୀ ନାୟକ [877, 1069, 934, 1080]
ad-title: Government of Odisha, [381, 738, 487, 747]
ad-link-row [243, 1199, 589, 1218]
article-headline: ଟମାଟୋ କିସମ [390, 87, 496, 109]
table-cell: ଶାରଦ [766, 1069, 787, 1080]
td-to: 01.09.2018 Upto 4.00PM [407, 951, 451, 982]
ad-notice-badge: ଅଧିସୂଚନା [700, 775, 840, 789]
table-row [242, 844, 451, 861]
ad-terms-table [242, 825, 451, 912]
ad-title: କେନ୍ଦୁଝର ଜିଲ୍ଲାପାଳଙ୍କ କାର୍ଯ୍ୟାଳୟ, କେନ୍ଦୁଝର [622, 752, 917, 772]
table-cell: During the office hours of 17.08.2018 to 25.08.2018 [115, 1316, 228, 1334]
th-technical: Technical Bid [502, 933, 546, 951]
table-row [242, 825, 451, 835]
